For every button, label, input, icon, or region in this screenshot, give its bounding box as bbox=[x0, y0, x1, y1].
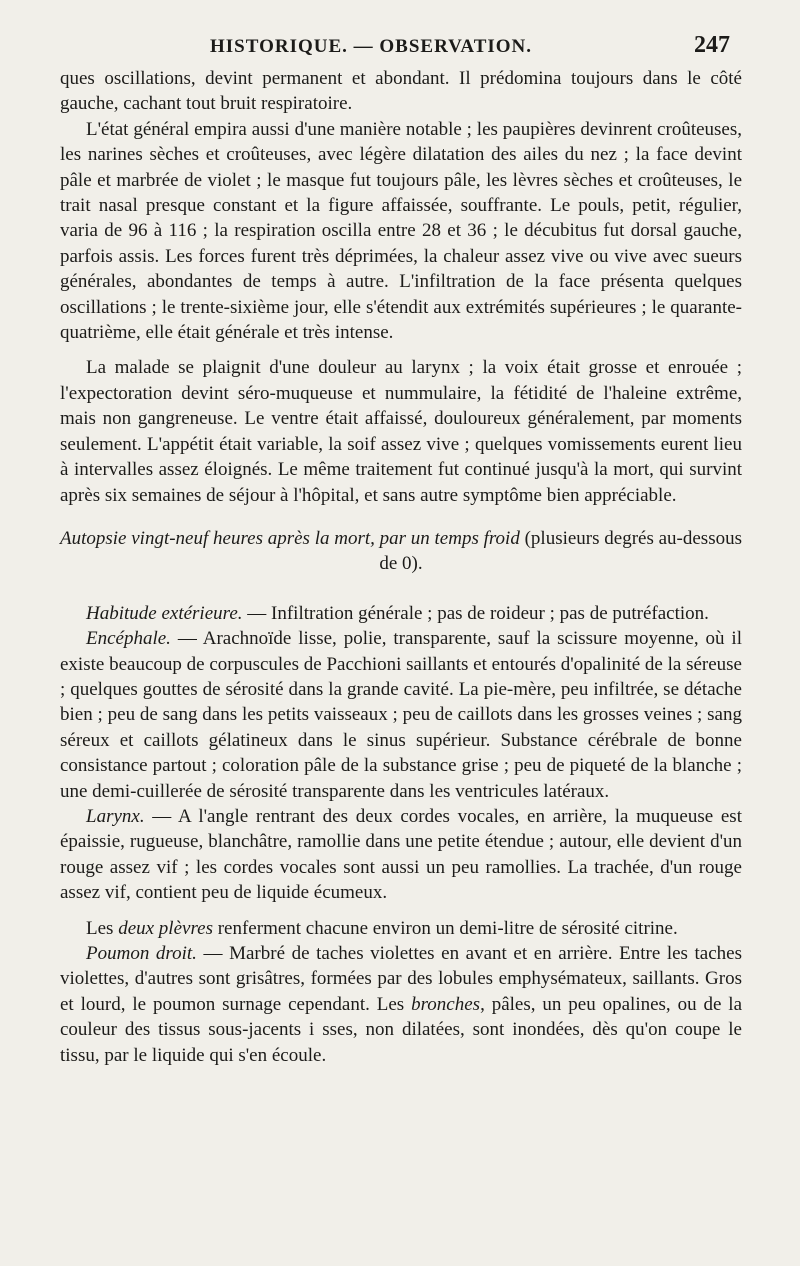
running-title: HISTORIQUE. — OBSERVATION. bbox=[210, 36, 533, 57]
paragraph-encephale bbox=[60, 626, 742, 804]
plevres-before: Les bbox=[86, 917, 119, 939]
larynx-label: Larynx. bbox=[86, 805, 145, 827]
paragraph-plevres bbox=[60, 916, 742, 941]
larynx-text: — A l'angle rentrant des deux cordes vocales, en arrière, la muqueuse est épaissie, rugueuse, blanchâtre, ramollie dans une petite étendue ; autour, elle devient d'un rouge assez vif ; les cordes vocales sont aussi un peu ramollies. La trachée, d'un rouge assez vif, contient peu de liquide écumeux. bbox=[60, 805, 742, 904]
paragraph-general-state: L'état général empira aussi d'une manière notable ; les paupières devinrent croûteuses, les narines sèches et croûteuses, avec légère dilatation des ailes du nez ; la face devint pâle et marbrée de violet ; le masque fut toujours pâle, les lèvres sèches et croûteuses, le trait nasal presque constant et la figure affaissée, souffrante. Le pouls, petit, régulier, varia de 96 à 116 ; la respiration oscilla entre 28 et 36 ; le décubitus fut dorsal gauche, parfois assis. Les forces furent très déprimées, la chaleur assez vive ou vive avec sueurs générales, abondantes de temps à autre. L'infiltration de la face présenta quelques oscillations ; le trente-sixième jour, elle s'étendit aux extrémités supérieures ; le quarante-quatrième, elle était générale et très intense. bbox=[60, 118, 742, 344]
plevres-after: renferment chacune environ un demi-litre de sérosité citrine. bbox=[212, 917, 678, 939]
autopsy-heading-italic: Autopsie vingt-neuf heures après la mort, par un temps froid bbox=[60, 527, 520, 549]
poumon-label: Poumon droit. bbox=[86, 943, 197, 964]
plevres-italic: deux plèvres bbox=[118, 917, 213, 939]
body-text bbox=[60, 66, 742, 1068]
poumon-italic: bronches bbox=[411, 993, 481, 1015]
poumon-text-a: — Marbré de taches violettes en avant et en arrière. Entre les taches violettes, d'autres sont grisâtres, formées par des lobules emphysémateux, saillants. Gros et lourd, le poumon surnage cependant. Les bbox=[60, 943, 743, 1015]
paragraph-larynx-complaint: La malade se plaignit d'une douleur au larynx ; la voix était grosse et enrouée ; l'expectoration devint séro-muqueuse et nummulaire, la fétidité de l'haleine extrême, mais non gangreneuse. Le ventre était affaissé, douloureux généralement, par moments seulement. L'appétit était variable, la soif assez vive ; quelques vomissements eurent lieu à intervalles assez éloignés. Le même traitement fut continué jusqu'à la mort, qui survint après six semaines de séjour à l'hôpital, et sans autre symptôme bien appréciable. bbox=[60, 357, 742, 506]
encephale-text: — Arachnoïde lisse, polie, transparente, sauf la scissure moyenne, où il existe beaucoup de corpuscules de Pacchioni saillants et entourés d'opalinité de la séreuse ; quelques gouttes de sérosité dans la grande cavité. La pie-mère, peu infiltrée, se détache bien ; peu de sang dans les petits vaisseaux ; peu de caillots dans les grosses veines ; sang séreux et caillots gélatineux dans le sinus supérieur. Substance cérébrale de bonne consistance partout ; coloration pâle de la substance grise ; peu de piqueté de la blanche ; une demi-cuillerée de sérosité transparente dans les ventricules latéraux. bbox=[60, 628, 742, 802]
paragraph-larynx bbox=[60, 804, 742, 906]
autopsy-heading bbox=[60, 526, 742, 577]
page-number: 247 bbox=[694, 32, 730, 58]
encephale-label: Encéphale. bbox=[86, 628, 171, 650]
paragraph-continuation: ques oscillations, devint permanent et abondant. Il prédomina toujours dans le côté gauche, cachant tout bruit respiratoire. bbox=[60, 68, 742, 115]
paragraph-poumon-droit bbox=[60, 941, 742, 1068]
autopsy-heading-rest: (plusieurs degrés au-dessous de 0). bbox=[379, 527, 742, 575]
habitude-text: — Infiltration générale ; pas de roideur ; pas de putréfaction. bbox=[242, 602, 709, 624]
poumon-text-b: , pâles, un peu opalines, ou de la couleur des tissus sous-jacents i sses, non dilatées, sont inondées, dès qu'on coupe le tissu, par le liquide qui s'en écoule. bbox=[60, 993, 743, 1066]
page-header bbox=[150, 32, 730, 66]
habitude-label: Habitude extérieure. bbox=[86, 602, 243, 624]
paragraph-habitude bbox=[60, 601, 742, 626]
